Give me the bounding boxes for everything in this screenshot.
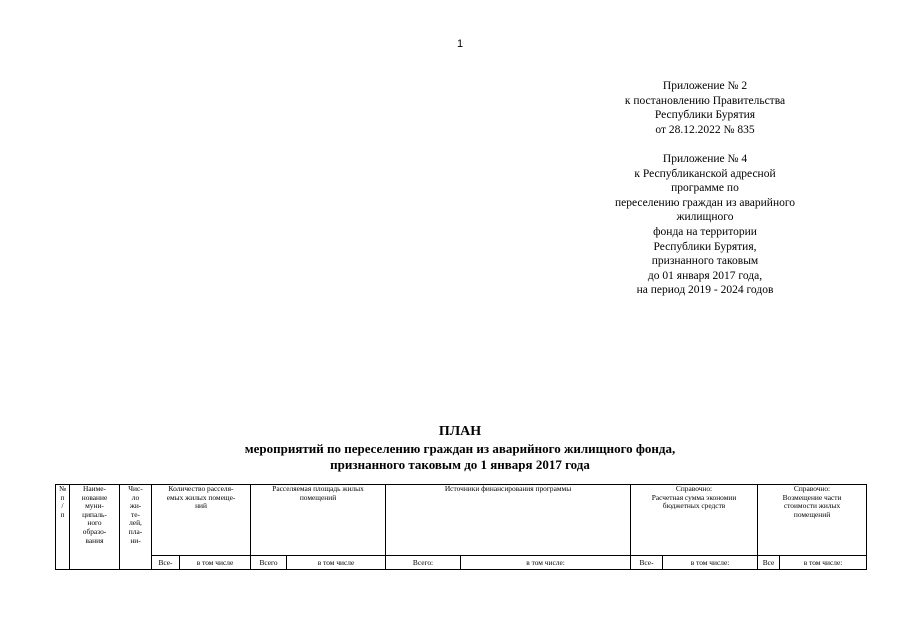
appendix-4-line: Республики Бурятия, xyxy=(653,240,757,253)
appendix-4-line: признанного таковым xyxy=(651,255,759,268)
table-subheader-row xyxy=(56,556,867,570)
subheader-savings-including: в том числе: xyxy=(663,556,758,570)
appendix-2-block xyxy=(605,79,805,137)
appendix-4-line: жилищного xyxy=(676,211,734,224)
plan-title-block xyxy=(0,424,905,474)
plan-title: ПЛАН xyxy=(438,424,482,439)
subheader-savings-total: Все- xyxy=(631,556,663,570)
header-area: Расселяемая площадь жилых помещений xyxy=(251,485,386,556)
table-header-row xyxy=(56,485,867,556)
header-funding-sources: Источники финансирования программы xyxy=(386,485,631,556)
plan-subtitle-line: признанного таковым до 1 января 2017 года xyxy=(330,457,590,472)
appendix-4-block xyxy=(585,152,825,298)
appendix-2-line: Республики Бурятия xyxy=(654,109,756,122)
appendix-4-line: фонда на территории xyxy=(653,225,757,238)
appendix-2-line: к постановлению Правительства xyxy=(624,94,786,107)
subheader-funding-total: Всего: xyxy=(386,556,461,570)
subheader-compensation-including: в том числе: xyxy=(780,556,867,570)
subheader-funding-including: в том числе: xyxy=(461,556,631,570)
page-number: 1 xyxy=(456,38,464,50)
appendix-4-line: Приложение № 4 xyxy=(662,153,748,165)
appendix-4-line: переселению граждан из аварийного xyxy=(614,196,796,209)
plan-subtitle-line: мероприятий по переселению граждан из аварийного жилищного фонда, xyxy=(244,440,676,456)
appendix-4-line: к Республиканской адресной xyxy=(634,167,776,180)
appendix-2-line: Приложение № 2 xyxy=(662,80,748,92)
appendix-4-line: до 01 января 2017 года, xyxy=(647,269,763,282)
subheader-area-total: Всего xyxy=(251,556,287,570)
appendix-4-line: программе по xyxy=(671,182,739,195)
subheader-area-including: в том числе xyxy=(287,556,386,570)
subheader-rooms-including: в том числе xyxy=(180,556,251,570)
appendix-2-line: от 28.12.2022 № 835 xyxy=(655,123,755,136)
plan-table xyxy=(55,484,867,570)
header-cost-compensation: Справочно: Возмещение части стоимости жилых помещений xyxy=(758,485,867,556)
appendix-4-line: на период 2019 - 2024 годов xyxy=(636,284,774,297)
header-residents-count: Чис- ло жи- те- лей, пла- ни- xyxy=(120,485,152,570)
subheader-compensation-total: Все xyxy=(758,556,780,570)
subheader-rooms-total: Все- xyxy=(152,556,180,570)
header-rooms-count: Количество расселя- емых жилых помеще- ний xyxy=(152,485,251,556)
header-budget-savings: Справочно: Расчетная сумма экономии бюджетных средств xyxy=(631,485,758,556)
header-number: № п / п xyxy=(56,485,70,570)
header-municipality-name: Наиме- нование муни- ципаль- ного образо- вания xyxy=(70,485,120,570)
